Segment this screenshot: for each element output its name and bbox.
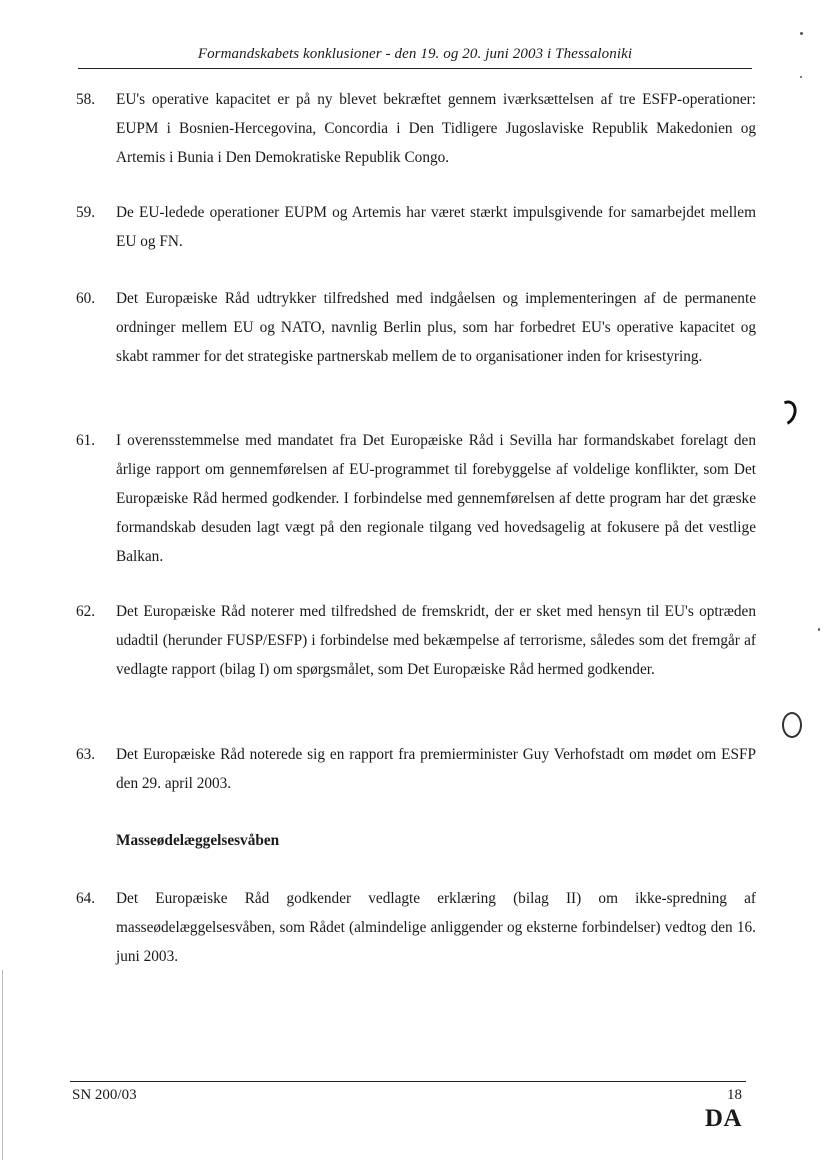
paragraph-number: 60. [76, 290, 96, 307]
scan-speck [800, 76, 802, 78]
paragraph-text: I overensstemmelse med mandatet fra Det Europæiske Råd i Sevilla har formandskabet forelagt den årlige rapport om gennemførelsen af EU-programmet til forebyggelse af voldelige konflikter, som Det Europæiske Råd hermed godkender. I forbindelse med gennemførelsen af dette program har det græske formandskab desuden lagt vægt på den regionale tilgang ved hovedsagelig at fokusere på det vestlige Balkan. [116, 432, 756, 565]
paragraph-64 [76, 884, 756, 971]
paragraph-text: De EU-ledede operationer EUPM og Artemis har været stærkt impulsgivende for samarbejdet mellem EU og FN. [116, 204, 756, 250]
paragraph-text: Det Europæiske Råd udtrykker tilfredshed med indgåelsen og implementeringen af de permanente ordninger mellem EU og NATO, navnlig Berlin plus, som har forbedret EU's operative kapacitet og skabt rammer for det strategiske partnerskab mellem de to organisationer inden for krisestyring. [116, 290, 756, 365]
paragraph-number: 63. [76, 746, 96, 763]
paragraph-text: EU's operative kapacitet er på ny blevet bekræftet gennem iværksættelsen af tre ESFP-operationer: EUPM i Bosnien-Hercegovina, Concordia i Den Tidligere Jugoslaviske Republik Makedonien og Artemis i Bunia i Den Demokratiske Republik Congo. [116, 91, 756, 166]
paragraph-number: 61. [76, 432, 96, 449]
paragraph-number: 58. [76, 91, 96, 108]
paragraph-number: 64. [76, 890, 96, 907]
scan-mark [771, 397, 800, 429]
paragraph-62 [76, 597, 756, 684]
footer-document-reference: SN 200/03 [72, 1087, 137, 1103]
paragraph-60 [76, 284, 756, 371]
paragraph-number: 59. [76, 204, 96, 221]
paragraph-text: Det Europæiske Råd noterer med tilfredshed de fremskridt, der er sket med hensyn til EU's optræden udadtil (herunder FUSP/ESFP) i forbindelse med bekæmpelse af terrorisme, således som det fremgår af vedlagte rapport (bilag I) om spørgsmålet, som Det Europæiske Råd hermed godkender. [116, 603, 756, 678]
footer-rule [70, 1081, 746, 1082]
footer-page-number: 18 [727, 1087, 742, 1103]
paragraph-text: Det Europæiske Råd godkender vedlagte erklæring (bilag II) om ikke-spredning af masseødelæggelsesvåben, som Rådet (almindelige anliggender og eksterne forbindelser) vedtog den 16. juni 2003. [116, 890, 756, 965]
paragraph-63 [76, 740, 756, 798]
paragraph-number: 62. [76, 603, 96, 620]
paragraph-text: Det Europæiske Råd noterede sig en rapport fra premierminister Guy Verhofstadt om mødet om ESFP den 29. april 2003. [116, 746, 756, 792]
punch-hole-mark [782, 712, 802, 738]
section-heading: Masseødelæggelsesvåben [116, 832, 280, 849]
paragraph-58 [76, 85, 756, 172]
scan-edge-line [2, 970, 3, 1160]
scan-speck [800, 32, 803, 35]
paragraph-59 [76, 198, 756, 256]
paragraph-61 [76, 426, 756, 571]
running-header: Formandskabets konklusioner - den 19. og 20. juni 2003 i Thessaloniki [197, 46, 633, 62]
scan-speck [818, 628, 820, 631]
header-rule [78, 68, 752, 69]
footer-language-code: DA [704, 1105, 742, 1132]
